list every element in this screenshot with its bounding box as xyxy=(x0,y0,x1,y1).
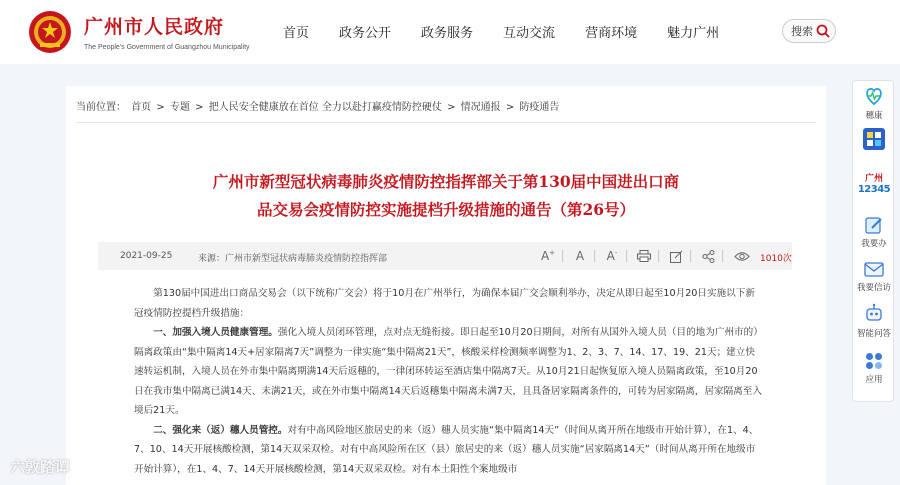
font-decrease-icon: A- xyxy=(606,249,618,263)
grid-app-icon xyxy=(862,127,886,151)
edit-icon xyxy=(864,215,884,235)
mail-icon xyxy=(863,259,885,279)
font-increase-icon: A+ xyxy=(540,249,556,263)
toolbar-separator xyxy=(658,250,659,262)
print-icon xyxy=(637,250,651,262)
breadcrumb-separator: > xyxy=(505,102,515,113)
sidebar-item-petition[interactable] xyxy=(853,259,895,293)
font-decrease-button[interactable] xyxy=(602,247,622,265)
nav-interaction[interactable]: 互动交流 xyxy=(503,26,556,41)
breadcrumb-divider xyxy=(76,122,816,123)
article-paragraph xyxy=(134,421,764,480)
views-eye-icon xyxy=(732,247,752,265)
search-label: 搜索 xyxy=(791,25,813,38)
publish-date: 2021-09-25 xyxy=(120,251,173,261)
search-button[interactable] xyxy=(782,19,836,43)
breadcrumb-situation-report[interactable]: 情况通报 xyxy=(460,102,501,113)
share-square-icon xyxy=(670,250,683,263)
sidebar-item-suikang[interactable] xyxy=(853,85,895,121)
breadcrumb-epidemic-notice[interactable]: 防疫通告 xyxy=(519,102,560,113)
article-paragraph: 第130届中国进出口商品交易会（以下统称广交会）将于10月在广州举行，为确保本届广交会顺利举办，决定从即日起至10月20日实施以下新冠疫情防控提档升级措施： xyxy=(134,288,755,319)
robot-icon xyxy=(863,303,885,325)
main-nav xyxy=(283,22,749,41)
nav-business-env[interactable]: 营商环境 xyxy=(585,26,638,41)
article-source xyxy=(198,251,387,264)
breadcrumb-separator: > xyxy=(195,102,204,113)
sidebar-item-smart-qa[interactable] xyxy=(853,303,895,339)
sidebar-label-apps: 应用 xyxy=(865,375,883,385)
toolbar-separator xyxy=(722,250,723,262)
site-header xyxy=(0,0,900,64)
sidebar-label-petition: 我要信访 xyxy=(856,283,891,293)
breadcrumb-separator: > xyxy=(156,102,165,113)
breadcrumb-home[interactable]: 首页 xyxy=(131,102,152,113)
breadcrumb-separator: > xyxy=(447,102,456,113)
share-button[interactable] xyxy=(698,247,718,265)
article-meta-bar xyxy=(98,242,792,270)
sidebar-label-wo-yao-ban: 我要办 xyxy=(861,239,887,249)
hotline-icon: 12345 xyxy=(857,184,891,195)
sidebar-label-smart-qa: 智能问答 xyxy=(856,329,891,339)
nav-home[interactable]: 首页 xyxy=(283,26,310,41)
site-title[interactable]: 广州市人民政府 xyxy=(84,16,225,38)
nav-charm-guangzhou[interactable]: 魅力广州 xyxy=(667,26,720,41)
toolbar-separator xyxy=(690,250,691,262)
sidebar-item-wo-yao-ban[interactable] xyxy=(853,215,895,249)
breadcrumb xyxy=(76,98,561,113)
print-button[interactable] xyxy=(634,247,654,265)
paragraph-heading: 一、加强入境人员健康管理。 xyxy=(153,327,278,338)
source-label: 来源： xyxy=(198,254,226,264)
apps-icon xyxy=(864,351,884,371)
sidebar-item-app-grid[interactable] xyxy=(853,127,895,153)
article-paragraph xyxy=(134,323,764,421)
article-title-line1: 广州市新型冠状病毒肺炎疫情防控指挥部关于第130届中国进出口商 xyxy=(212,172,680,191)
share-to-button[interactable] xyxy=(666,247,686,265)
paragraph-heading: 二、强化来（返）穗人员管控。 xyxy=(153,424,288,436)
font-normal-button[interactable] xyxy=(570,247,590,265)
toolbar-separator xyxy=(594,250,595,262)
font-increase-glyph: A xyxy=(540,249,550,263)
breadcrumb-special-topic[interactable]: 把人民安全健康放在首位 全力以赴打赢疫情防控硬仗 xyxy=(208,102,442,113)
nav-gov-services[interactable]: 政务服务 xyxy=(421,26,474,41)
article-title-line2: 品交易会疫情防控实施提档升级措施的通告（第26号） xyxy=(256,200,636,219)
article-body xyxy=(134,284,764,479)
toolbar-separator xyxy=(626,250,627,262)
health-code-icon xyxy=(863,85,885,107)
hotline-city-label: 广州 xyxy=(864,174,883,184)
article-card xyxy=(66,86,826,485)
font-normal-icon: A xyxy=(575,249,585,263)
font-decrease-glyph: A xyxy=(606,249,615,263)
search-icon xyxy=(816,24,830,38)
breadcrumb-topics[interactable]: 专题 xyxy=(169,102,190,113)
watermark: 六敦踏谭 xyxy=(10,458,71,476)
share-icon xyxy=(702,250,715,263)
sidebar-item-apps[interactable] xyxy=(853,351,895,385)
national-emblem-icon[interactable] xyxy=(28,10,72,54)
toolbar-separator xyxy=(562,250,563,262)
font-increase-button[interactable] xyxy=(538,247,558,265)
paragraph-body: 强化入境人员闭环管理，点对点无缝衔接。即日起至10月20日期间，对所有从国外入境人员（目的地为广州市的）隔离政策由“集中隔离14天+居家隔离7天”调整为一律实施“集中隔离21天”，核酸采样检测频率调整为1、2、3、7、14、17、19、21天；建立快速转运机制，入境人员在外市集中隔离期满14天后返穗的，一律闭环转运至酒店集中隔离7天。从10月21日起恢复原入境人员隔离政策，至10月20日在我市集中隔离已满14天、未满21天，或在外市集中隔离14天后返穗集中隔离未满7天，且具备居家隔离条件的，可转为居家隔离，居家隔离至入境后21天。 xyxy=(134,327,763,416)
source-name: 广州市新型冠状病毒肺炎疫情防控指挥部 xyxy=(225,254,388,264)
view-count: 1010次 xyxy=(760,254,792,264)
article-title xyxy=(126,168,766,224)
sidebar-label-suikang: 穗康 xyxy=(865,111,883,121)
nav-gov-affairs-open[interactable]: 政务公开 xyxy=(339,26,392,41)
sidebar-item-12345-hotline[interactable] xyxy=(853,171,895,195)
breadcrumb-prefix: 当前位置： xyxy=(76,102,126,113)
right-sidebar xyxy=(852,80,894,402)
paragraph-body: 对有中高风险地区旅居史的来（返）穗人员实施“集中隔离14天”（时间从离开所在地级市开始计算），在1、4、7、10、14天开展核酸检测，第14天双采双检。对有中高风险所在区（县）旅居史的来（返）穗人员实施“居家隔离14天”（时间从离开所在地级市开始计算），在1、4、7、14天开展核酸检测，第14天双采双检。对有本土阳性个案地级市 xyxy=(134,424,759,475)
site-subtitle: The People's Government of Guangzhou Municipality xyxy=(84,44,250,51)
